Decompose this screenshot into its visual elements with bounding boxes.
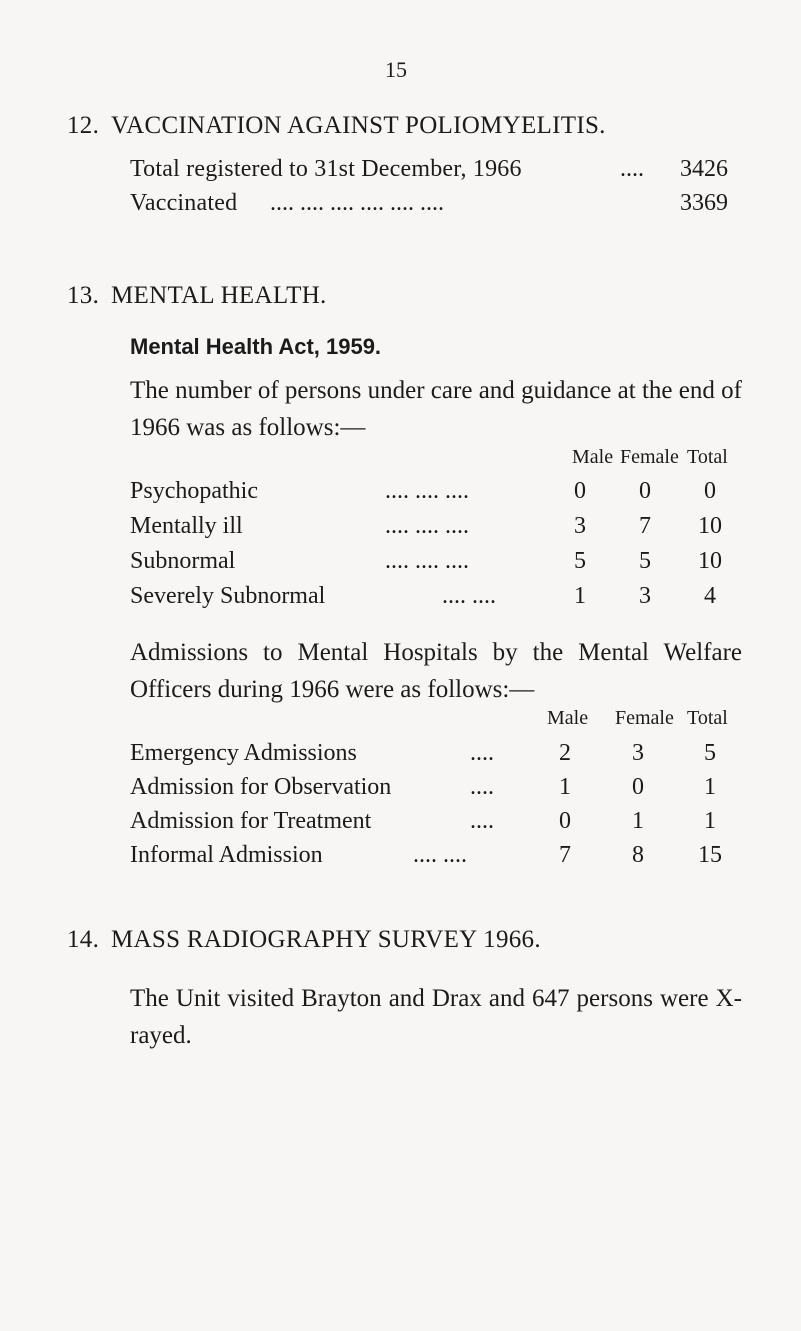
row-dots: .... xyxy=(470,774,494,800)
row-value: 3369 xyxy=(680,190,728,216)
table1-header-male: Male xyxy=(572,446,614,468)
page-number: 15 xyxy=(385,57,407,82)
section-12-heading xyxy=(67,112,606,140)
row-male: 1 xyxy=(559,774,571,800)
section-12-number: 12. xyxy=(67,112,100,139)
vaccination-row-registered xyxy=(0,156,801,186)
table1-row xyxy=(0,583,801,613)
row-female: 0 xyxy=(639,478,651,504)
row-male: 0 xyxy=(559,808,571,834)
table2-header-total: Total xyxy=(687,707,728,729)
row-dots: .... xyxy=(470,808,494,834)
row-label: Informal Admission xyxy=(130,842,323,868)
table2-header-male: Male xyxy=(547,707,589,729)
row-total: 1 xyxy=(704,774,716,800)
row-female: 0 xyxy=(632,774,644,800)
table2-header-female: Female xyxy=(615,707,674,729)
row-dots: .... xyxy=(470,740,494,766)
row-female: 3 xyxy=(632,740,644,766)
row-total: 5 xyxy=(704,740,716,766)
row-label: Admission for Treatment xyxy=(130,808,372,834)
row-male: 1 xyxy=(574,583,586,609)
row-female: 3 xyxy=(639,583,651,609)
table1-row xyxy=(0,513,801,543)
row-label: Severely Subnormal xyxy=(130,583,326,609)
section-13-intro2: Admissions to Mental Hospitals by the Mental Welfare Officers during 1966 were as follows:— xyxy=(130,639,742,703)
row-dots: .... .... .... xyxy=(385,478,469,504)
row-label: Emergency Admissions xyxy=(130,740,357,766)
table1-header-total: Total xyxy=(687,446,728,468)
row-female: 5 xyxy=(639,548,651,574)
row-dots: .... xyxy=(620,156,644,182)
section-13-title: MENTAL HEALTH. xyxy=(111,282,327,309)
row-label: Total registered to 31st December, 1966 xyxy=(130,156,522,182)
row-male: 0 xyxy=(574,478,586,504)
section-14-title: MASS RADIOGRAPHY SURVEY 1966. xyxy=(111,926,541,953)
row-dots: .... .... xyxy=(442,583,496,609)
row-female: 8 xyxy=(632,842,644,868)
table1-row xyxy=(0,548,801,578)
row-dots: .... .... .... xyxy=(385,548,469,574)
section-12-title: VACCINATION AGAINST POLIOMYELITIS. xyxy=(111,112,606,139)
row-label: Subnormal xyxy=(130,548,236,574)
row-dots: .... .... xyxy=(413,842,467,868)
row-female: 1 xyxy=(632,808,644,834)
row-male: 5 xyxy=(574,548,586,574)
section-14-text: The Unit visited Brayton and Drax and 647 persons were X-rayed. xyxy=(130,985,742,1049)
row-male: 3 xyxy=(574,513,586,539)
row-dots: .... .... .... .... .... .... xyxy=(270,190,444,216)
table2-row xyxy=(0,740,801,770)
row-female: 7 xyxy=(639,513,651,539)
table1-row xyxy=(0,478,801,508)
section-13-subtitle: Mental Health Act, 1959. xyxy=(130,334,382,359)
row-total: 10 xyxy=(698,513,722,539)
row-total: 15 xyxy=(698,842,722,868)
row-total: 1 xyxy=(704,808,716,834)
row-total: 4 xyxy=(704,583,716,609)
section-13-intro: The number of persons under care and guidance at the end of 1966 was as follows:— xyxy=(130,377,742,441)
row-male: 2 xyxy=(559,740,571,766)
row-male: 7 xyxy=(559,842,571,868)
row-dots: .... .... .... xyxy=(385,513,469,539)
section-14-number: 14. xyxy=(67,926,100,953)
section-13-heading xyxy=(67,282,327,310)
row-label: Mentally ill xyxy=(130,513,243,539)
row-label: Admission for Observation xyxy=(130,774,392,800)
row-total: 0 xyxy=(704,478,716,504)
row-label: Psychopathic xyxy=(130,478,258,504)
table2-row xyxy=(0,842,801,872)
row-total: 10 xyxy=(698,548,722,574)
table2-row xyxy=(0,808,801,838)
row-label: Vaccinated xyxy=(130,190,238,216)
section-14-heading xyxy=(67,926,541,954)
vaccination-row-vaccinated xyxy=(0,190,801,220)
table2-row xyxy=(0,774,801,804)
row-value: 3426 xyxy=(680,156,728,182)
table1-header-female: Female xyxy=(620,446,679,468)
section-13-number: 13. xyxy=(67,282,100,309)
